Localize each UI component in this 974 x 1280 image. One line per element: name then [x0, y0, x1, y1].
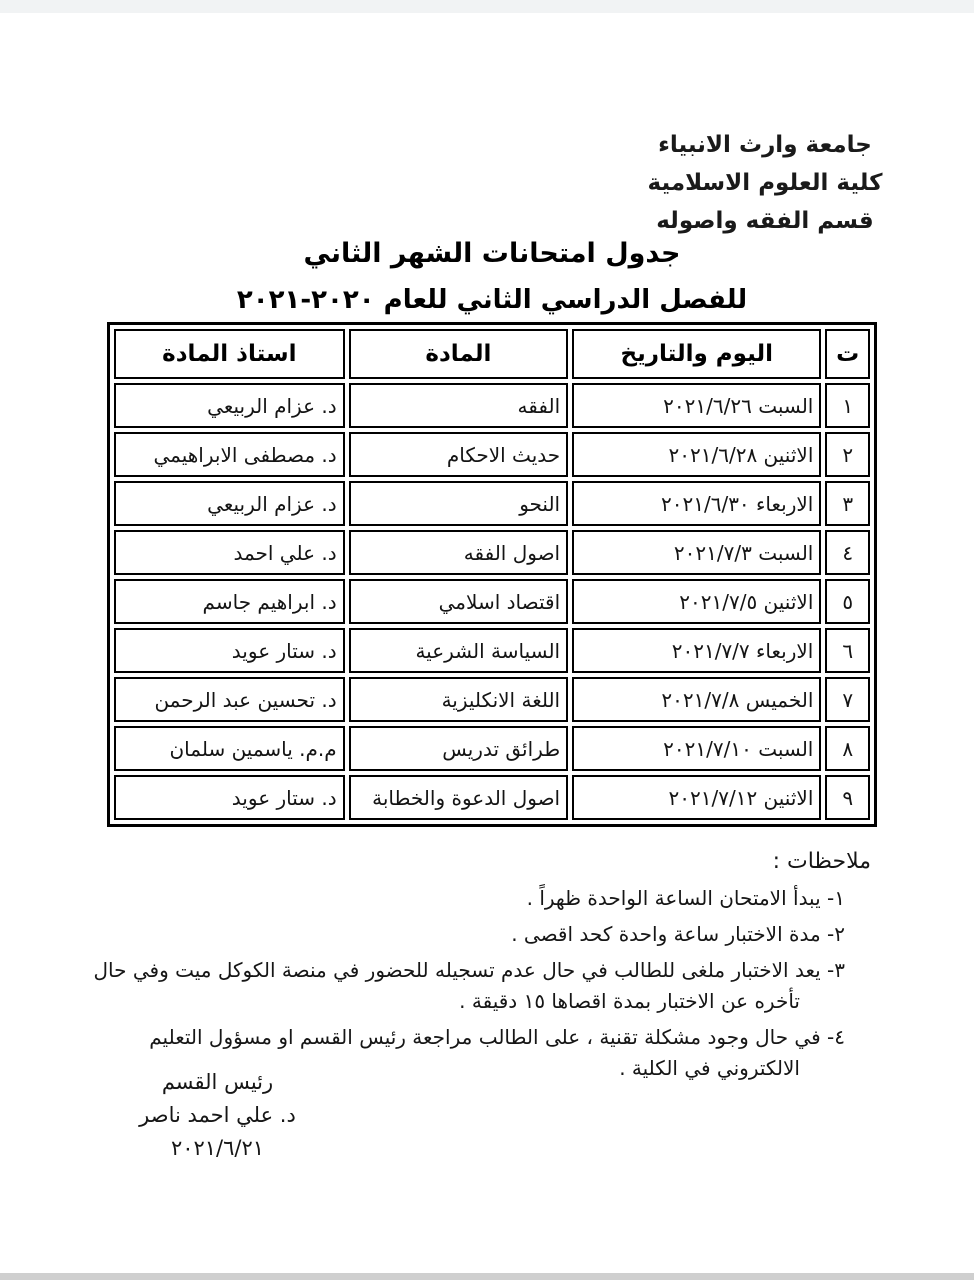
- date-cell: السبت ٢٠٢١/٧/١٠: [572, 726, 821, 771]
- notes-heading: ملاحظات :: [772, 849, 871, 874]
- table-row: [114, 726, 870, 771]
- row-number-cell: ١: [825, 383, 870, 428]
- subject-cell: اقتصاد اسلامي: [349, 579, 568, 624]
- subject-cell: اللغة الانكليزية: [349, 677, 568, 722]
- professor-cell: د. ستار عويد: [114, 628, 345, 673]
- viewer-bottom-strip: [0, 1273, 974, 1280]
- exam-schedule-title: جدول امتحانات الشهر الثاني: [303, 238, 681, 269]
- note-item: ٢- مدة الاختبار ساعة واحدة كحد اقصى .: [511, 922, 845, 946]
- subject-cell: السياسة الشرعية: [349, 628, 568, 673]
- notes-list: [71, 883, 871, 1084]
- signature-title: رئيس القسم: [161, 1070, 274, 1094]
- college-name: كلية العلوم الاسلامية: [647, 170, 883, 196]
- date-cell: الاثنين ٢٠٢١/٧/١٢: [572, 775, 821, 820]
- subject-cell: حديث الاحكام: [349, 432, 568, 477]
- row-number-cell: ٨: [825, 726, 870, 771]
- date-cell: الاربعاء ٢٠٢١/٧/٧: [572, 628, 821, 673]
- department-name: قسم الفقه واصوله: [656, 208, 874, 234]
- date-cell: الاثنين ٢٠٢١/٦/٢٨: [572, 432, 821, 477]
- professor-cell: د. عزام الربيعي: [114, 481, 345, 526]
- professor-cell: د. مصطفى الابراهيمي: [114, 432, 345, 477]
- row-number-cell: ٥: [825, 579, 870, 624]
- date-cell: السبت ٢٠٢١/٦/٢٦: [572, 383, 821, 428]
- subject-cell: النحو: [349, 481, 568, 526]
- professor-cell: د. ستار عويد: [114, 775, 345, 820]
- row-number-cell: ٩: [825, 775, 870, 820]
- notes-section: [71, 846, 871, 1089]
- header-no: ت: [825, 329, 870, 379]
- exam-table: [107, 322, 877, 827]
- note-item: ٣- يعد الاختبار ملغى للطالب في حال عدم تسجيله للحضور في منصة الكوكل ميت وفي حال تأخره عن الاختبار بمدة اقصاها ١٥ دقيقة .: [93, 958, 845, 1013]
- professor-cell: د. ابراهيم جاسم: [114, 579, 345, 624]
- signature-block: [120, 1066, 315, 1165]
- table-row: [114, 481, 870, 526]
- table-row: [114, 579, 870, 624]
- row-number-cell: ٣: [825, 481, 870, 526]
- professor-cell: د. علي احمد: [114, 530, 345, 575]
- row-number-cell: ٦: [825, 628, 870, 673]
- header-subject: المادة: [349, 329, 568, 379]
- table-row: [114, 628, 870, 673]
- row-number-cell: ٧: [825, 677, 870, 722]
- table-row: [114, 775, 870, 820]
- table-header-row: [114, 329, 870, 379]
- subject-cell: اصول الدعوة والخطابة: [349, 775, 568, 820]
- table-row: [114, 530, 870, 575]
- date-cell: الاربعاء ٢٠٢١/٦/٣٠: [572, 481, 821, 526]
- table-row: [114, 383, 870, 428]
- semester-subtitle: للفصل الدراسي الثاني للعام ٢٠٢٠-٢٠٢١: [236, 285, 748, 315]
- exam-table-wrapper: [107, 322, 877, 827]
- header-professor: استاذ المادة: [114, 329, 345, 379]
- date-cell: الاثنين ٢٠٢١/٧/٥: [572, 579, 821, 624]
- signature-date: ٢٠٢١/٦/٢١: [170, 1136, 265, 1160]
- table-row: [114, 432, 870, 477]
- row-number-cell: ٢: [825, 432, 870, 477]
- subject-cell: طرائق تدريس: [349, 726, 568, 771]
- note-item: ١- يبدأ الامتحان الساعة الواحدة ظهراً .: [526, 886, 845, 910]
- row-number-cell: ٤: [825, 530, 870, 575]
- letterhead: [640, 126, 890, 240]
- date-cell: الخميس ٢٠٢١/٧/٨: [572, 677, 821, 722]
- titles-block: [107, 236, 877, 318]
- university-name: جامعة وارث الانبياء: [658, 132, 872, 158]
- table-row: [114, 677, 870, 722]
- signature-name: د. علي احمد ناصر: [139, 1103, 296, 1127]
- note-item: ٤- في حال وجود مشكلة تقنية ، على الطالب مراجعة رئيس القسم او مسؤول التعليم الالكتروني في الكلية .: [149, 1025, 845, 1080]
- subject-cell: الفقه: [349, 383, 568, 428]
- header-day-date: اليوم والتاريخ: [572, 329, 821, 379]
- professor-cell: م.م. ياسمين سلمان: [114, 726, 345, 771]
- viewer-top-strip: [0, 0, 974, 13]
- professor-cell: د. تحسين عبد الرحمن: [114, 677, 345, 722]
- date-cell: السبت ٢٠٢١/٧/٣: [572, 530, 821, 575]
- subject-cell: اصول الفقه: [349, 530, 568, 575]
- professor-cell: د. عزام الربيعي: [114, 383, 345, 428]
